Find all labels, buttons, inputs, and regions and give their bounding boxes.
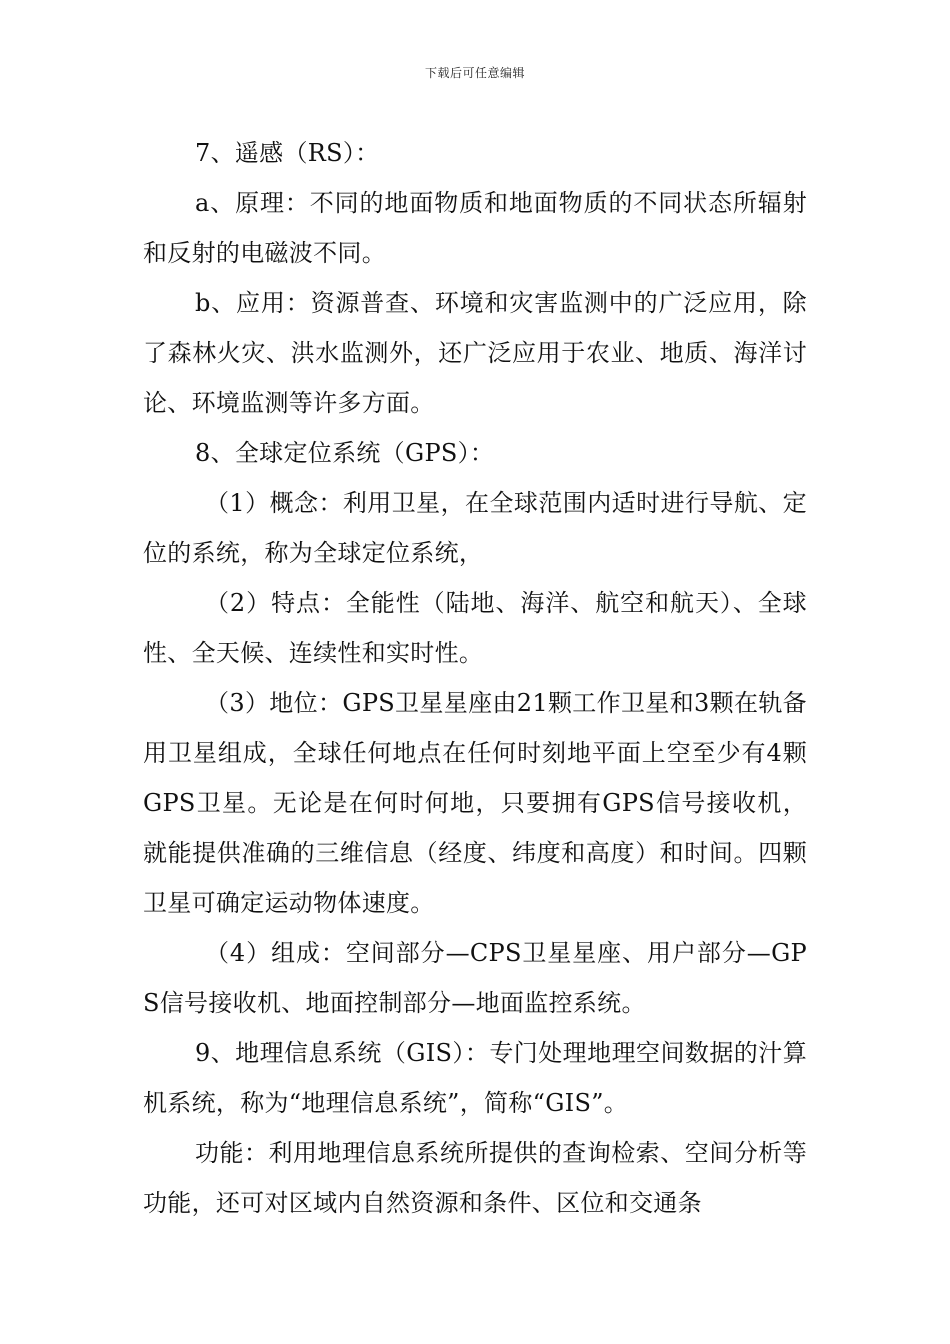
paragraph-rs-heading: 7、遥感（RS）： bbox=[195, 139, 380, 167]
paragraph-gps-concept: （1）概念：利用卫星，在全球范围内适时进行导航、定位的系统，称为全球定位系统， bbox=[143, 489, 807, 567]
paragraph-gps-heading: 8、全球定位系统（GPS）： bbox=[195, 439, 495, 467]
page-header-note: 下载后可任意编辑 bbox=[424, 66, 525, 80]
paragraph-gps-features: （2）特点：全能性（陆地、海洋、航空和航天）、全球性、全天候、连续性和实时性。 bbox=[143, 589, 807, 667]
paragraph-rs-application: b、应用：资源普查、环境和灾害监测中的广泛应用，除了森林火灾、洪水监测外，还广泛应用于农业、地质、海洋讨论、环境监测等许多方面。 bbox=[143, 289, 807, 417]
paragraph-gis-heading: 9、地理信息系统（GIS）：专门处理地理空间数据的汁算机系统，称为“地理信息系统”，简称“GIS”。 bbox=[143, 1039, 807, 1117]
paragraph-gps-composition: （4）组成：空间部分—CPS卫星星座、用户部分—GPS信号接收机、地面控制部分—地面监控系统。 bbox=[143, 939, 807, 1017]
document-body bbox=[143, 128, 807, 1228]
paragraph-gps-status: （3）地位：GPS卫星星座由21颗工作卫星和3颗在轨备用卫星组成，全球任何地点在任何时刻地平面上空至少有4颗GPS卫星。无论是在何时何地，只要拥有GPS信号接收机，就能提供准确的三维信息（经度、纬度和高度）和时间。四颗卫星可确定运动物体速度。 bbox=[143, 689, 807, 917]
paragraph-rs-principle: a、原理：不同的地面物质和地面物质的不同状态所辐射和反射的电磁波不同。 bbox=[143, 189, 807, 267]
paragraph-gis-function: 功能：利用地理信息系统所提供的查询检索、空间分析等功能，还可对区域内自然资源和条件、区位和交通条 bbox=[143, 1139, 807, 1217]
